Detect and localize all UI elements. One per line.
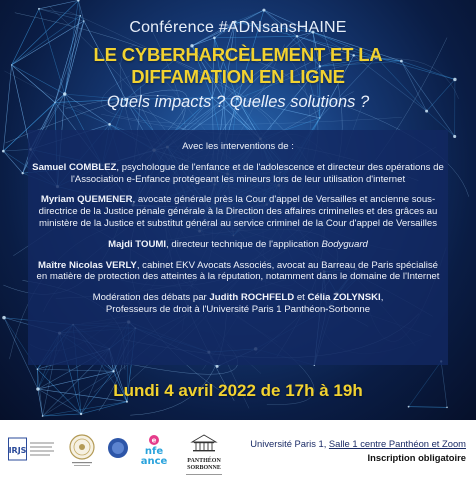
speakers-intro: Avec les interventions de : <box>182 141 294 152</box>
moderation-line <box>32 292 444 316</box>
event-subtitle: Quels impacts ? Quelles solutions ? <box>106 93 370 111</box>
location-link[interactable]: Salle 1 centre Panthéon et Zoom <box>328 438 466 449</box>
registration-notice: Inscription obligatoire <box>367 452 466 463</box>
app-name: Bodyguard <box>321 238 368 250</box>
moderation-suffix: , <box>380 292 384 304</box>
speaker-item <box>32 239 444 251</box>
moderator-name: Judith ROCHFELD <box>209 292 295 304</box>
pantheon-subline <box>186 474 222 475</box>
footer <box>0 420 476 477</box>
location-prefix: Université Paris 1, <box>250 438 329 449</box>
seal-logo <box>64 432 100 468</box>
event-date: Lundi 4 avril 2022 de 17h à 19h <box>113 381 363 400</box>
speaker-description: , psychologue de l'enfance et de l'adolescence et directeur des opérations de l'Association e-Enfance protégeant les mineurs lors de leur utilisation d'internet <box>70 161 444 185</box>
title-line-2: DIFFAMATION EN LIGNE <box>131 66 345 87</box>
speaker-item <box>32 194 444 229</box>
e-enfance-logo <box>134 433 174 467</box>
pantheon-label: PANTHÉON SORBONNE <box>187 458 221 471</box>
e-enfance-logo-mark <box>134 433 174 467</box>
speakers-panel <box>28 130 448 365</box>
irjs-logo <box>8 437 56 463</box>
e-enfance-text-top: e <box>151 436 157 445</box>
irjs-logo-mark <box>8 437 56 463</box>
speaker-description: , directeur technique de l'application <box>166 238 322 250</box>
irjs-logo-text: IRJS <box>8 446 27 455</box>
event-location <box>250 437 466 451</box>
speaker-name: Myriam QUEMENER <box>40 194 133 206</box>
pantheon-icon <box>176 433 232 453</box>
moderators-title: Professeurs de droit à l'Université Paris 1 Panthéon-Sorbonne <box>105 303 371 315</box>
badge-icon <box>107 437 129 459</box>
moderation-and: et <box>294 292 308 304</box>
seal-icon <box>64 432 100 468</box>
pantheon-sorbonne-logo <box>176 433 232 469</box>
title-line-1: LE CYBERHARCÈLEMENT ET LA <box>93 44 383 65</box>
speaker-description: , cabinet EKV Avocats Associés, avocat au Barreau de Paris spécialisé en matière de protection des atteintes à la réputation, notamment dans le domaine de l'Internet <box>36 259 440 283</box>
speaker-name: Samuel COMBLEZ <box>32 161 117 173</box>
speaker-name: Maître Nicolas VERLY <box>38 259 137 271</box>
e-enfance-text-bot: ance <box>140 456 168 467</box>
event-title <box>0 44 476 88</box>
badge-logo <box>107 437 129 459</box>
moderator-name: Célia ZOLYNSKI <box>307 292 381 304</box>
speaker-item <box>32 260 444 284</box>
speaker-item <box>32 162 444 186</box>
poster-header <box>0 18 476 112</box>
speaker-name: Majdi TOUMI <box>108 238 167 250</box>
speaker-description: , avocate générale près la Cour d'appel de Versailles et ancienne sous-directrice de la Justice pénale générale à la Direction des affaires criminelles et des grâces au ministère de la Justice et substitut général au service criminel de la Cour d'appel de Versailles <box>38 194 438 229</box>
moderation-prefix: Modération des débats par <box>92 292 210 304</box>
conference-name: Conférence #ADNsansHAINE <box>129 19 347 36</box>
e-enfance-text-mid: nfe <box>144 446 164 457</box>
footer-info <box>250 437 466 465</box>
